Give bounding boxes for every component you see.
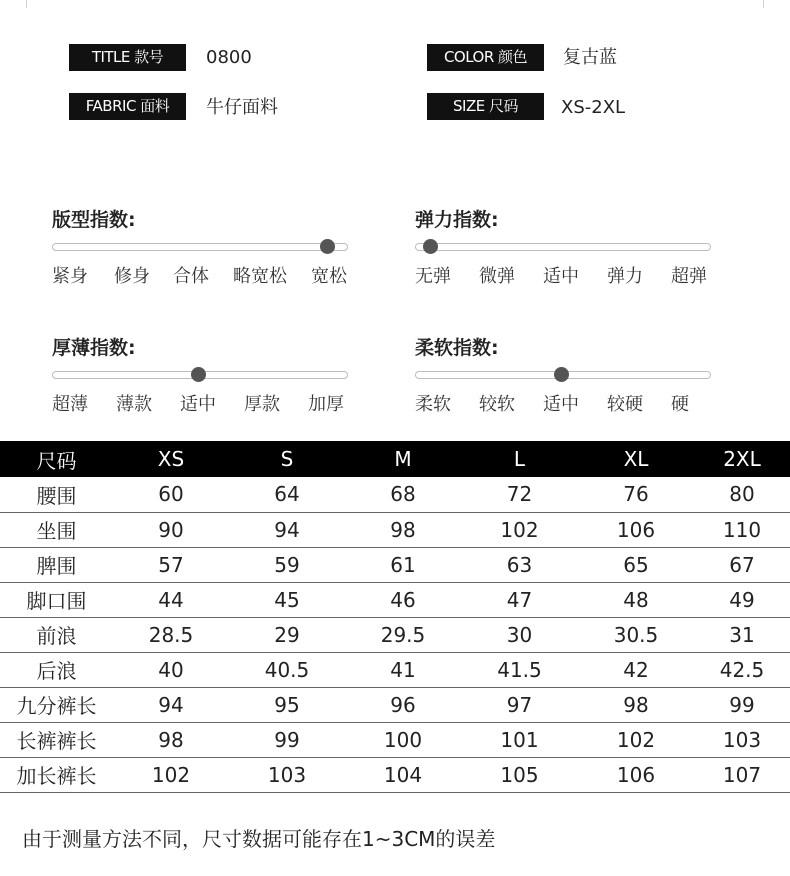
corner-mark-right	[763, 0, 764, 8]
table-row	[0, 582, 790, 617]
thickness-index-label: 超薄	[52, 394, 88, 415]
table-row	[0, 617, 790, 652]
row-label-cell: 腰围	[0, 477, 113, 512]
value-cell: 94	[229, 512, 345, 547]
value-cell: 110	[694, 512, 790, 547]
softness-index-knob	[554, 367, 569, 382]
stretch-index-title: 弹力指数:	[415, 209, 499, 231]
row-label-cell: 长裤裤长	[0, 722, 113, 757]
value-cell: 100	[345, 722, 461, 757]
value-cell: 99	[229, 722, 345, 757]
thickness-index-label: 加厚	[308, 394, 344, 415]
value-cell: 99	[694, 687, 790, 722]
thickness-index-label: 适中	[180, 394, 216, 415]
value-cell: 49	[694, 582, 790, 617]
table-row	[0, 477, 790, 512]
value-cell: 106	[578, 512, 694, 547]
value-cell: 59	[229, 547, 345, 582]
value-cell: 41.5	[461, 652, 578, 687]
fit-index-track	[52, 243, 348, 251]
table-row	[0, 512, 790, 547]
value-cell: 47	[461, 582, 578, 617]
row-label-cell: 后浪	[0, 652, 113, 687]
value-cell: 2XL	[694, 441, 790, 477]
softness-index-label: 柔软	[415, 394, 451, 415]
fit-index-title: 版型指数:	[52, 209, 136, 231]
table-row	[0, 722, 790, 757]
softness-index-label: 较硬	[607, 394, 643, 415]
row-label-cell: 尺码	[0, 441, 113, 477]
softness-index-title: 柔软指数:	[415, 337, 499, 359]
value-cell: 68	[345, 477, 461, 512]
value-cell: 94	[113, 687, 229, 722]
value-cell: 98	[113, 722, 229, 757]
value-cell: 80	[694, 477, 790, 512]
value-cell: 97	[461, 687, 578, 722]
value-cell: 42	[578, 652, 694, 687]
table-row	[0, 757, 790, 792]
stretch-index-knob	[423, 239, 438, 254]
value-cell: 102	[578, 722, 694, 757]
fabric-value: 牛仔面料	[206, 97, 278, 118]
softness-index-label: 较软	[479, 394, 515, 415]
value-cell: XS	[113, 441, 229, 477]
value-cell: 46	[345, 582, 461, 617]
stretch-index-label: 微弹	[479, 266, 515, 287]
row-label-cell: 九分裤长	[0, 687, 113, 722]
value-cell: 42.5	[694, 652, 790, 687]
value-cell: 67	[694, 547, 790, 582]
value-cell: 102	[113, 757, 229, 792]
value-cell: XL	[578, 441, 694, 477]
stretch-index-label: 无弹	[415, 266, 451, 287]
size-value: XS-2XL	[561, 97, 626, 118]
thickness-index-knob	[191, 367, 206, 382]
softness-index-label: 硬	[671, 394, 689, 415]
thickness-index-label: 薄款	[116, 394, 152, 415]
value-cell: 76	[578, 477, 694, 512]
table-row	[0, 652, 790, 687]
value-cell: 107	[694, 757, 790, 792]
title-label: TITLE 款号	[69, 44, 186, 71]
table-row	[0, 687, 790, 722]
thickness-index-title: 厚薄指数:	[52, 337, 136, 359]
stretch-index-label: 超弹	[671, 266, 707, 287]
value-cell: 48	[578, 582, 694, 617]
size-table	[0, 441, 790, 793]
softness-index-label: 适中	[543, 394, 579, 415]
value-cell: 64	[229, 477, 345, 512]
stretch-index-label: 弹力	[607, 266, 643, 287]
value-cell: 28.5	[113, 617, 229, 652]
fit-index-label: 修身	[114, 266, 150, 287]
thickness-index-label: 厚款	[244, 394, 280, 415]
value-cell: 61	[345, 547, 461, 582]
value-cell: 101	[461, 722, 578, 757]
row-label-cell: 脚口围	[0, 582, 113, 617]
value-cell: 41	[345, 652, 461, 687]
value-cell: 72	[461, 477, 578, 512]
value-cell: 30	[461, 617, 578, 652]
table-header-row	[0, 441, 790, 477]
value-cell: 30.5	[578, 617, 694, 652]
title-value: 0800	[206, 47, 252, 68]
size-label: SIZE 尺码	[427, 93, 544, 120]
value-cell: 95	[229, 687, 345, 722]
corner-mark-left	[26, 0, 27, 8]
color-value: 复古蓝	[563, 47, 617, 68]
value-cell: 103	[694, 722, 790, 757]
value-cell: S	[229, 441, 345, 477]
fit-index-label: 略宽松	[233, 266, 287, 287]
value-cell: 98	[345, 512, 461, 547]
value-cell: 105	[461, 757, 578, 792]
value-cell: 44	[113, 582, 229, 617]
fit-index-label: 宽松	[311, 266, 347, 287]
value-cell: 40.5	[229, 652, 345, 687]
value-cell: 106	[578, 757, 694, 792]
value-cell: 103	[229, 757, 345, 792]
value-cell: 31	[694, 617, 790, 652]
row-label-cell: 脾围	[0, 547, 113, 582]
row-label-cell: 加长裤长	[0, 757, 113, 792]
value-cell: 29	[229, 617, 345, 652]
stretch-index-label: 适中	[543, 266, 579, 287]
value-cell: 98	[578, 687, 694, 722]
value-cell: 102	[461, 512, 578, 547]
measurement-note: 由于测量方法不同，尺寸数据可能存在1~3CM的误差	[22, 827, 496, 851]
value-cell: 90	[113, 512, 229, 547]
value-cell: 104	[345, 757, 461, 792]
value-cell: 63	[461, 547, 578, 582]
fit-index-label: 合体	[173, 266, 209, 287]
fit-index-knob	[320, 239, 335, 254]
stretch-index-track	[415, 243, 711, 251]
fabric-label: FABRIC 面料	[69, 93, 186, 120]
value-cell: 57	[113, 547, 229, 582]
row-label-cell: 坐围	[0, 512, 113, 547]
value-cell: 96	[345, 687, 461, 722]
value-cell: 40	[113, 652, 229, 687]
fit-index-label: 紧身	[52, 266, 88, 287]
value-cell: 65	[578, 547, 694, 582]
value-cell: 60	[113, 477, 229, 512]
table-row	[0, 547, 790, 582]
value-cell: 45	[229, 582, 345, 617]
value-cell: 29.5	[345, 617, 461, 652]
color-label: COLOR 颜色	[427, 44, 544, 71]
row-label-cell: 前浪	[0, 617, 113, 652]
value-cell: L	[461, 441, 578, 477]
value-cell: M	[345, 441, 461, 477]
